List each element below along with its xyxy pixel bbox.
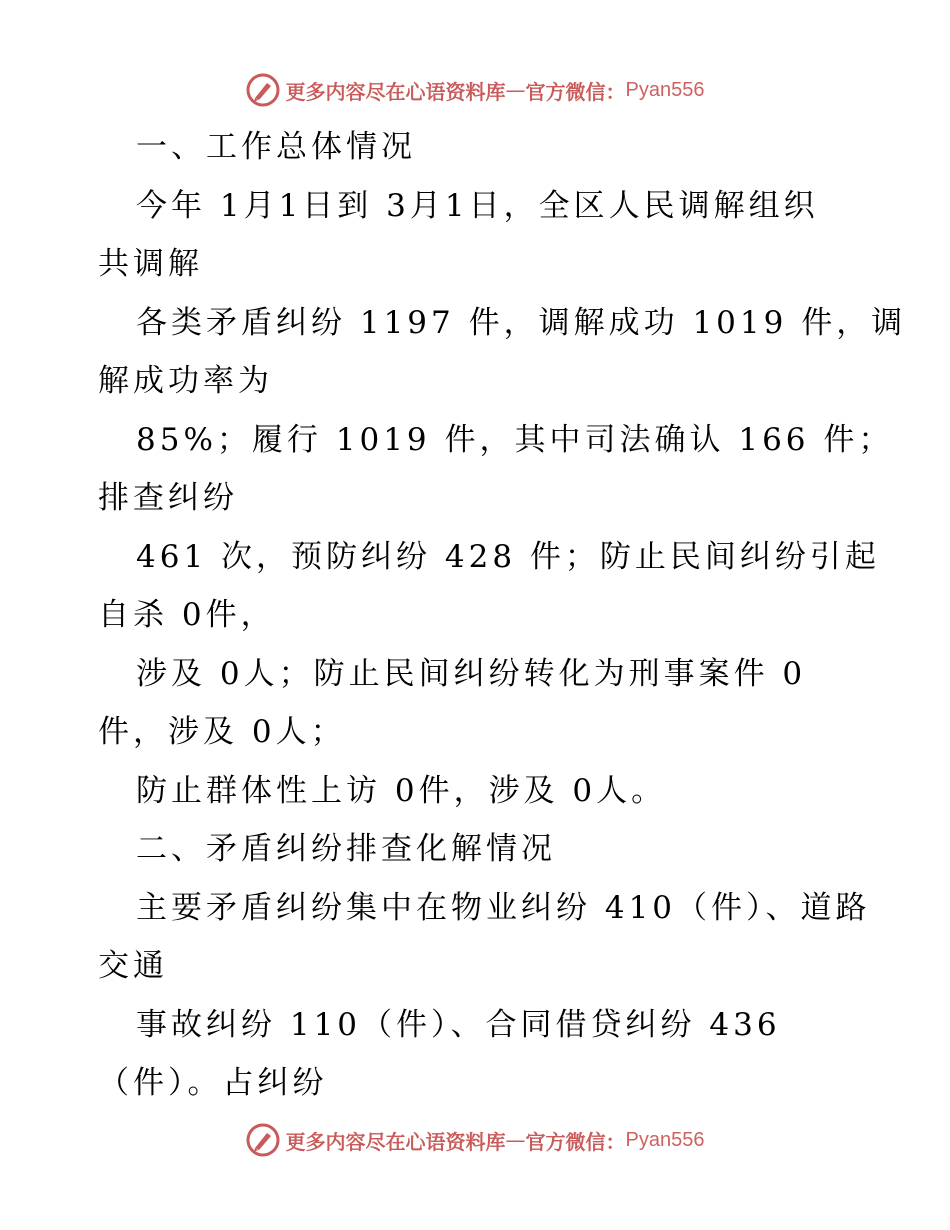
section-heading-1: 一、工作总体情况 (136, 129, 416, 165)
document-body (98, 118, 907, 1113)
banner-separator: — (505, 1128, 526, 1152)
paragraph-line: 85%；履行 1019 件，其中司法确认 166 件； (136, 421, 894, 458)
paragraph-line: 461 次，预防纠纷 428 件；防止民间纠纷引起 (136, 538, 880, 575)
banner-separator: — (505, 78, 526, 102)
paragraph-line: 交通 (98, 948, 168, 984)
paragraph-line: 防止群体性上访 0件，涉及 0人。 (136, 772, 667, 809)
paragraph-line: 主要矛盾纠纷集中在物业纠纷 410（件）、道路 (136, 889, 871, 926)
paragraph-line: 共调解 (98, 246, 203, 282)
paragraph-line: 各类矛盾纠纷 1197 件，调解成功 1019 件，调 (136, 304, 907, 341)
paragraph-line: 事故纠纷 110（件）、合同借贷纠纷 436 (136, 1006, 781, 1043)
paragraph-line: （件）。占纠纷 (98, 1065, 328, 1101)
pen-logo-icon (246, 73, 280, 107)
paragraph-line: 排查纠纷 (98, 480, 238, 516)
paragraph-line: 自杀 0件， (98, 597, 276, 633)
footer-banner[interactable] (0, 1120, 950, 1160)
paragraph-line: 今年 1月1日到 3月1日，全区人民调解组织 (136, 187, 819, 224)
paragraph-line: 件，涉及 0人； (98, 714, 346, 750)
paragraph-line: 涉及 0人；防止民间纠纷转化为刑事案件 0 (136, 655, 807, 692)
section-heading-2: 二、矛盾纠纷排查化解情况 (136, 831, 556, 867)
paragraph-line: 解成功率为 (98, 363, 273, 399)
banner-text: 更多内容尽在心语资料库 (285, 1129, 506, 1154)
banner-wechat-id: Pyan556 (625, 78, 705, 101)
banner-wechat-label: 官方微信： (525, 1129, 626, 1154)
pen-logo-icon (246, 1123, 280, 1157)
banner-wechat-id: Pyan556 (625, 1128, 705, 1151)
banner-text: 更多内容尽在心语资料库 (285, 79, 506, 104)
header-banner[interactable] (0, 70, 950, 110)
banner-wechat-label: 官方微信： (525, 79, 626, 104)
